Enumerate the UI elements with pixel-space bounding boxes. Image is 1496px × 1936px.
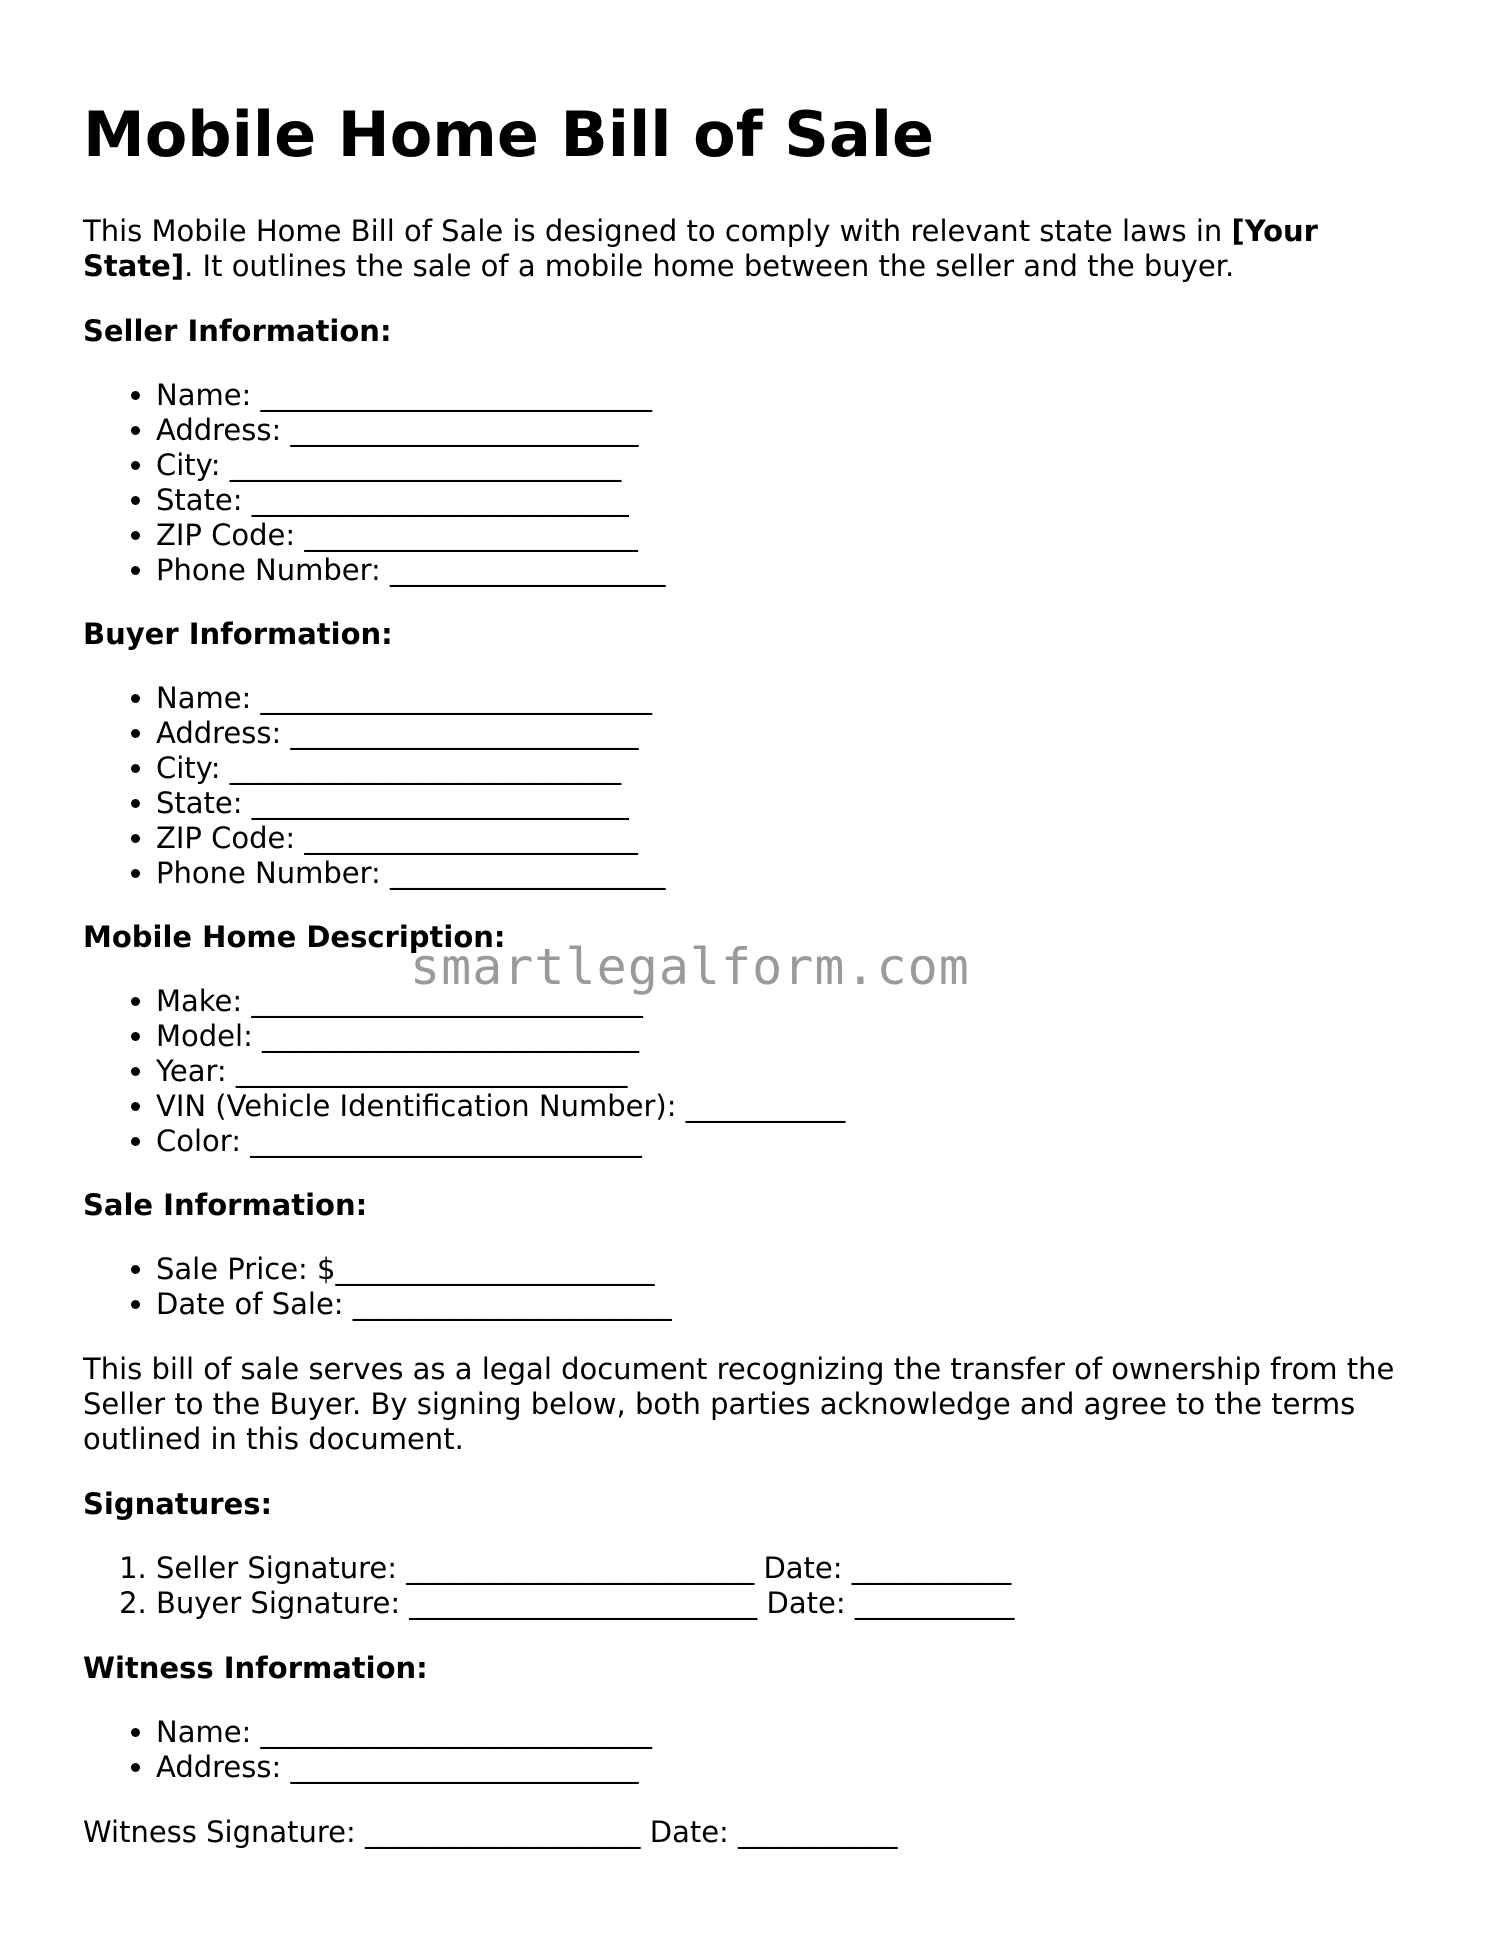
witness-address-field: • Address: ________________________ [156,1750,652,1785]
watermark: smartlegalform.com [410,938,970,996]
year-field: • Year: ___________________________ [156,1054,845,1089]
seller-city-field: • City: ___________________________ [156,448,666,483]
sale-heading: Sale Information: [83,1188,368,1222]
buyer-city-field: • City: ___________________________ [156,751,666,786]
seller-signature-line: 1. Seller Signature: ________________________ Date: ___________ [156,1551,1014,1586]
witness-name-field: • Name: ___________________________ [156,1715,652,1750]
state-placeholder: [Your State] [83,214,1318,283]
buyer-signature-line: 2. Buyer Signature: ________________________ Date: ___________ [156,1586,1014,1621]
buyer-phone-field: • Phone Number: ___________________ [156,856,666,891]
seller-state-field: • State: __________________________ [156,483,666,518]
signature-lines [83,1551,1014,1621]
seller-fields [83,378,666,588]
seller-phone-field: • Phone Number: ___________________ [156,553,666,588]
document-title: Mobile Home Bill of Sale [83,98,935,171]
mobile-home-heading: Mobile Home Description: [83,920,506,954]
acknowledgement-paragraph: This bill of sale serves as a legal document recognizing the transfer of ownership from the Seller to the Buyer. By signing below, both parties acknowledge and agree to the terms outlined in this document. [83,1352,1395,1456]
model-field: • Model: __________________________ [156,1019,845,1054]
signatures-heading: Signatures: [83,1487,273,1521]
vin-field: • VIN (Vehicle Identification Number): ___________ [156,1089,845,1124]
buyer-fields [83,681,666,891]
seller-name-field: • Name: ___________________________ [156,378,666,413]
date-of-sale-field: • Date of Sale: ______________________ [156,1287,672,1322]
buyer-address-field: • Address: ________________________ [156,716,666,751]
sale-price-field: • Sale Price: $______________________ [156,1252,672,1287]
buyer-name-field: • Name: ___________________________ [156,681,666,716]
intro-text-end: . It outlines the sale of a mobile home between the seller and the buyer. [184,249,1235,283]
witness-fields [83,1715,652,1785]
intro-paragraph [83,214,1413,284]
mobile-home-fields [83,984,845,1159]
make-field: • Make: ___________________________ [156,984,845,1019]
color-field: • Color: ___________________________ [156,1124,845,1159]
seller-zip-field: • ZIP Code: _______________________ [156,518,666,553]
buyer-zip-field: • ZIP Code: _______________________ [156,821,666,856]
seller-heading: Seller Information: [83,314,392,348]
witness-signature-line: Witness Signature: ___________________ Date: ___________ [83,1815,898,1849]
buyer-state-field: • State: __________________________ [156,786,666,821]
buyer-heading: Buyer Information: [83,617,393,651]
seller-address-field: • Address: ________________________ [156,413,666,448]
sale-fields [83,1252,672,1322]
witness-heading: Witness Information: [83,1651,428,1685]
intro-text: This Mobile Home Bill of Sale is designed to comply with relevant state laws in [83,214,1232,248]
